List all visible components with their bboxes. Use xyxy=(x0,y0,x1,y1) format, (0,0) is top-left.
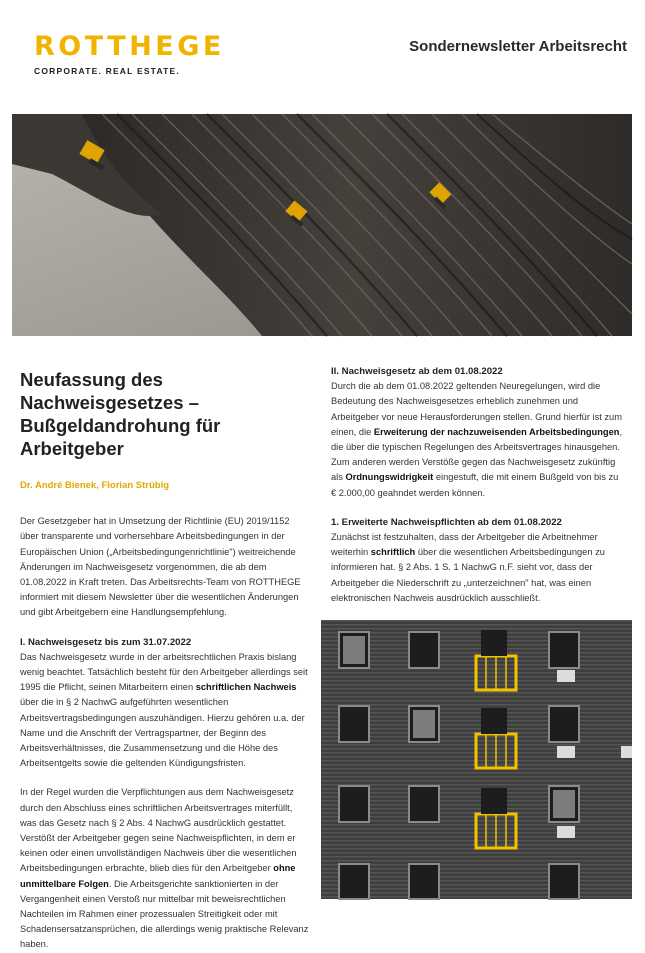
section-1-heading: I. Nachweisgesetz bis zum 31.07.2022 xyxy=(20,636,192,648)
rotthege-logo[interactable] xyxy=(34,32,225,76)
section-2-heading: II. Nachweisgesetz ab dem 01.08.2022 xyxy=(331,366,503,377)
section-2-paragraph: Durch die ab dem 01.08.2022 geltenden Neuregelungen, wird die Bedeutung des Nachweisgesetzes erheblich zunehmen und Arbeitgeber vor neue Herausforderungen stellen. Grund hierfür ist zum einen, die Erweiterung der nachzuweisenden Arbeitsbedingungen, die über die typischen Regelungen des Arbeitsvertrages hinausgehen. Zum anderen werden Verstöße gegen das Nachweisgesetz zukünftig als Ordnungswidrigkeit eingestuft, die mit einem Bußgeld von bis zu € 2.000,00 geahndet werden können. xyxy=(331,381,623,498)
section-1-paragraph-2: In der Regel wurden die Verpflichtungen aus dem Nachweisgesetz durch den Abschluss eines schriftlichen Arbeitsvertrages miterfüllt, was das Gesetz nach § 2 Abs. 4 NachwG ausdrücklich gestattet. Verstößt der Arbeitgeber gegen seine Nachweispflichten, in dem er keinen oder einen unvollständigen Nachweis über die wesentlichen Arbeitsbedingungen erbrachte, blieb dies für den Arbeitgeber ohne unmittelbare Folgen. Die Arbeitsgerichte sanktionierten in der Vergangenheit einen Verstoß nur mittelbar mit beweisrechtlichen Nachteilen im Rahmen einer prozessualen Streitigkeit oder mit Schadensersatzansprüchen, die allerdings wenig praktische Relevanz haben. xyxy=(20,787,309,950)
section-1-paragraph-1: Das Nachweisgesetz wurde in der arbeitsrechtlichen Praxis bislang wenig beachtet. Tatsächlich besteht für den Arbeitgeber allerdings seit 1995 die Pflicht, seinen Mitarbeitern einen schriftlichen Nachweis über die in § 2 NachwG aufgeführten wesentlichen Arbeitsvertragsbedingungen auszuhändigen. Hierzu gehören u.a. der Name und die Anschrift der Vertragspartner, der Beginn des Arbeitsverhältnisses, die Zusammensetzung und die Höhe des Arbeitsentgelts sowie die geltenden Kündigungsfristen. xyxy=(20,651,308,769)
left-column xyxy=(20,368,310,953)
newsletter-title: Sondernewsletter Arbeitsrecht xyxy=(409,38,627,55)
section-2-1-paragraph: Zunächst ist festzuhalten, dass der Arbeitgeber die Arbeitnehmer weiterhin schriftlich über die wesentlichen Arbeitsbedingungen zu informieren hat. § 2 Abs. 1 S. 1 NachwG n.F. sieht vor, dass der Arbeitgeber die Niederschrift zu „unterzeichnen" hat, was einen elektronischen Nachweis ausdrücklich ausschließt. xyxy=(331,532,605,603)
logo-tagline: CORPORATE. REAL ESTATE. xyxy=(34,66,180,76)
article-authors: Dr. André Bienek, Florian Strübig xyxy=(20,480,170,491)
intro-paragraph: Der Gesetzgeber hat in Umsetzung der Richtlinie (EU) 2019/1152 über transparente und vorhersehbare Arbeitsbedingungen in der Europäischen Union („Arbeitsbedingungenrichtlinie") weitreichende Änderungen im Nachweisgesetz vorgenommen, die ab dem 01.08.2022 in Kraft treten. Das Arbeitsrechts-Team von ROTTHEGE informiert mit diesem Newsletter über die wesentlichen Änderungen und gibt Arbeitgebern eine Handlungsempfehlung. xyxy=(20,516,301,618)
right-column xyxy=(331,364,623,606)
article-title xyxy=(20,368,310,460)
article-title-line-1: Neufassung des Nachweisgesetzes – xyxy=(20,369,199,413)
building-facade-image xyxy=(321,620,632,899)
logo-wordmark: ROTTHEGE xyxy=(34,31,225,62)
hero-mining-image xyxy=(12,114,632,336)
section-2-1-heading: 1. Erweiterte Nachweispflichten ab dem 01.08.2022 xyxy=(331,516,562,528)
article-title-line-2: Bußgeldandrohung für Arbeitgeber xyxy=(20,415,221,459)
